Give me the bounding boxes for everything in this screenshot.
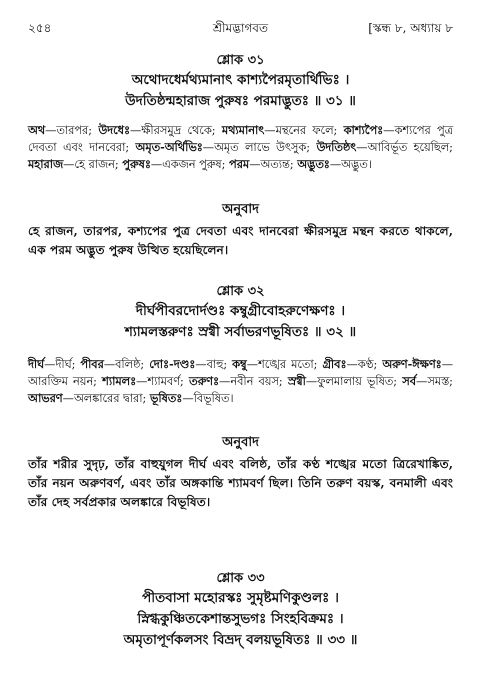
sloka-title: শ্লোক ৩১: [216, 53, 265, 68]
translation-31: হে রাজন, তারপর, কশ্যপের পুত্র দেবতা এবং দানবেরা ক্ষীরসমুদ্র মন্থন করতে থাকলে, এক পরম অদ্ভুত পুরুষ উত্থিত হয়েছিলেন।: [28, 224, 453, 257]
verse-line: দীর্ঘপীবরদোর্দণ্ডঃ কম্বুগ্রীবোহরুণেক্ষণঃ ।: [135, 303, 346, 319]
synonym-word: পুরুষঃ: [122, 157, 151, 171]
verse-line: অমৃতাপূর্ণকলসং বিভ্রদ্ বলয়ভূষিতঃ ॥ ৩৩ ॥: [123, 632, 358, 648]
synonym-meaning: ফুলমালায় ভূষিত;: [317, 375, 403, 388]
synonym-word: কাশ্যপৈঃ: [343, 123, 384, 137]
synonyms-32: দীর্ঘ—দীর্ঘ; পীবর—বলিষ্ঠ; দোঃ-দণ্ডঃ—বাহু; কম্বু—শঙ্খের মতো; গ্রীবঃ—কণ্ঠ; অরুণ-ঈক্ষণঃ—আরক্তিম নয়ন; শ্যামলঃ—শ্যামবর্ণ; তরুণঃ—নবীন বয়স; স্রগ্বী—ফুলমালায় ভূষিত; সর্ব—সমস্ত; আভরণ—অলঙ্কারের দ্বারা; ভূষিতঃ—বিভূষিত।: [28, 357, 453, 405]
synonym-word: তরুণঃ: [189, 374, 220, 388]
synonym-meaning: অদ্ভুত।: [341, 158, 372, 171]
synonym-meaning: শঙ্খের মতো;: [258, 358, 323, 371]
synonym-word: অদ্ভুতঃ: [297, 157, 330, 171]
synonym-meaning: কশ্যপের পুত্র দেবতা এবং দানবেরা;: [28, 124, 453, 154]
synonym-meaning: অলঙ্কারের দ্বারা;: [73, 392, 150, 405]
synonym-word: গ্রীবঃ: [322, 357, 347, 371]
synonym-word: মথ্যমানাৎ: [221, 123, 265, 137]
synonym-word: কম্বু: [232, 357, 247, 371]
synonym-meaning: মন্থনের ফলে;: [275, 124, 344, 137]
synonym-word: অথ: [28, 123, 46, 137]
sloka-title: শ্লোক ৩২: [216, 284, 265, 299]
verse-line: স্নিগ্ধকুঞ্চিতকেশান্তসুভগঃ সিংহবিক্রমঃ ।: [137, 611, 344, 627]
synonym-word: সর্ব: [402, 374, 417, 388]
synonym-word: শ্যামলঃ: [102, 374, 137, 388]
synonym-word: পরম: [229, 157, 250, 171]
synonym-meaning: শ্যামবর্ণ;: [147, 375, 190, 388]
synonym-meaning: ক্ষীরসমুদ্র থেকে;: [141, 124, 222, 137]
sloka-33: [28, 570, 453, 651]
synonym-meaning: অমৃত লাভে উৎসুক;: [214, 141, 317, 154]
synonym-word: উদধেঃ: [98, 123, 130, 137]
synonym-meaning: দীর্ঘ;: [55, 358, 81, 371]
synonym-meaning: আরক্তিম নয়ন;: [28, 375, 103, 388]
synonym-meaning: আবির্ভূত হয়েছিল;: [367, 141, 453, 154]
synonym-word: ভূষিতঃ: [149, 391, 183, 405]
verse-line: অথোদধের্মথ্যমানাৎ কাশ্যপৈরমৃতার্থিভিঃ ।: [131, 72, 350, 88]
translation-32: তাঁর শরীর সুদৃঢ়, তাঁর বাহুযুগল দীর্ঘ এবং বলিষ্ঠ, তাঁর কণ্ঠ শঙ্খের মতো ত্রিরেখাঙ্কিত, তাঁর নয়ন অরুণবর্ণ, এবং তাঁর অঙ্গকান্তি শ্যামবর্ণ ছিল। তিনি তরুণ বয়স্ক, বনমালী এবং তাঁর দেহ সর্বপ্রকার অলঙ্কারে বিভূষিত।: [28, 457, 453, 509]
synonym-meaning: একজন পুরুষ;: [162, 158, 230, 171]
sloka-title: শ্লোক ৩৩: [216, 571, 265, 586]
anuvad-title: অনুবাদ: [222, 435, 259, 450]
synonym-meaning: নবীন বয়স;: [230, 375, 288, 388]
synonym-meaning: হে রাজন;: [74, 158, 123, 171]
page-header: [28, 20, 453, 38]
synonym-word: দোঃ-দণ্ডঃ: [149, 357, 196, 371]
synonym-meaning: কণ্ঠ;: [357, 358, 383, 371]
book-title: শ্রীমদ্ভাগবত: [212, 21, 268, 35]
synonym-word: দীর্ঘ: [28, 357, 45, 371]
synonym-meaning: অত্যন্ত;: [260, 158, 298, 171]
synonym-meaning: সমস্ত;: [427, 375, 453, 388]
anuvad-title: অনুবাদ: [222, 202, 259, 217]
sloka-32: [28, 283, 453, 343]
synonym-meaning: বিভূষিত।: [193, 392, 234, 405]
sloka-31: [28, 52, 453, 112]
synonym-word: উদতিষ্ঠৎ: [316, 140, 357, 154]
page-number: ২৫৪: [28, 21, 52, 35]
chapter-reference: [স্কন্ধ ৮, অধ্যায় ৮: [368, 21, 453, 35]
synonym-word: অরুণ-ঈক্ষণঃ: [382, 357, 442, 371]
synonym-meaning: তারপর;: [56, 124, 99, 137]
synonym-meaning: বাহু;: [206, 358, 233, 371]
synonym-word: স্রগ্বী: [287, 374, 306, 388]
synonym-word: মহারাজ: [28, 157, 64, 171]
synonym-meaning: বলিষ্ঠ;: [115, 358, 150, 371]
verse-line: উদতিষ্ঠন্মহারাজ পুরুষঃ পরমাদ্ভুতঃ ॥ ৩১ ॥: [125, 93, 356, 109]
synonym-word: আভরণ: [28, 391, 63, 405]
verse-line: শ্যামলস্তরুণঃ স্রগ্বী সর্বাভরণভূষিতঃ ॥ ৩২ ॥: [124, 324, 357, 340]
synonym-word: অমৃত-অর্থিভিঃ: [135, 140, 203, 154]
synonym-word: পীবর: [80, 357, 104, 371]
synonyms-31: অথ—তারপর; উদধেঃ—ক্ষীরসমুদ্র থেকে; মথ্যমানাৎ—মন্থনের ফলে; কাশ্যপৈঃ—কশ্যপের পুত্র দেবতা এবং দানবেরা; অমৃত-অর্থিভিঃ—অমৃত লাভে উৎসুক; উদতিষ্ঠৎ—আবির্ভূত হয়েছিল; মহারাজ—হে রাজন; পুরুষঃ—একজন পুরুষ; পরম—অত্যন্ত; অদ্ভুতঃ—অদ্ভুত।: [28, 123, 453, 171]
verse-line: পীতবাসা মহোরস্কঃ সুমৃষ্টমণিকুণ্ডলঃ ।: [142, 590, 339, 606]
